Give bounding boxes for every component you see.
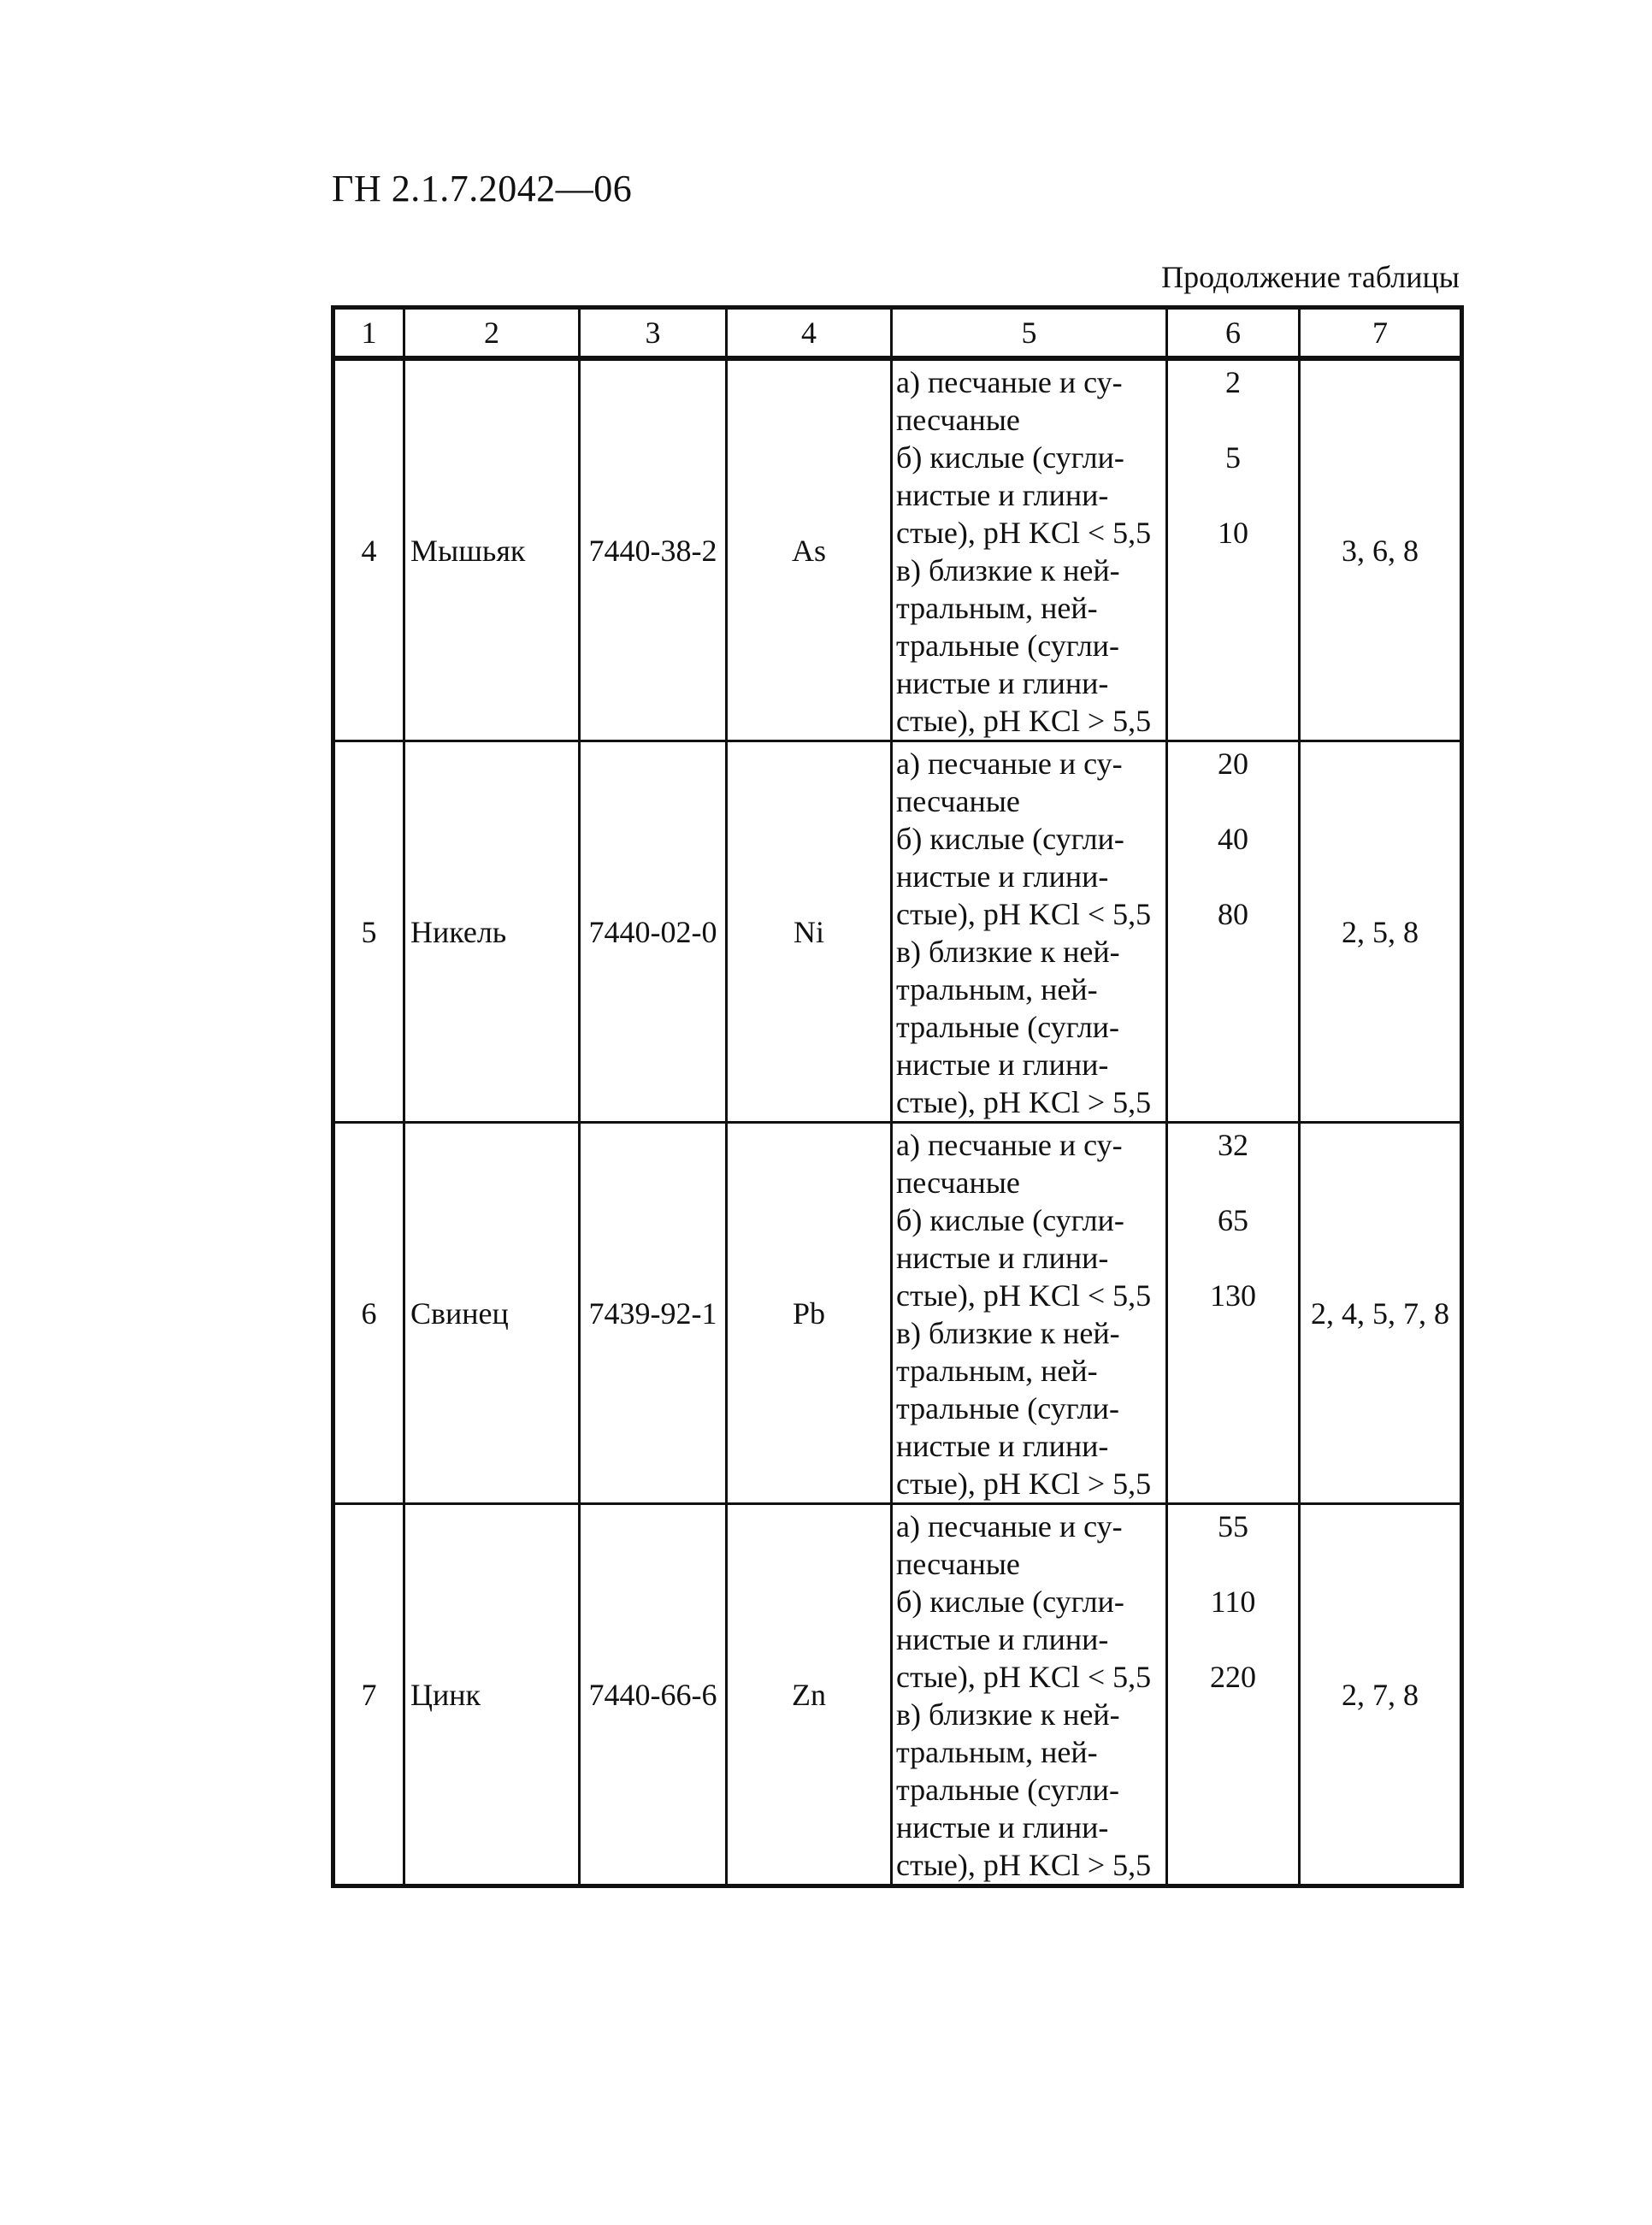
cas-number: 7440-38-2: [580, 358, 727, 741]
soil-type-b: б) кислые (сугли- нистые и глини- стые), pH KCl < 5,5: [896, 822, 1152, 931]
limit-values-cell: [1167, 741, 1300, 1123]
soil-type-a: а) песчаные и су- песчаные: [896, 1509, 1123, 1581]
reference-notes: 3, 6, 8: [1300, 358, 1462, 741]
limit-value-b: 110: [1210, 1585, 1256, 1619]
row-number: 6: [333, 1123, 404, 1504]
limit-values-cell: [1167, 1504, 1300, 1886]
soil-type-b: б) кислые (сугли- нистые и глини- стые), pH KCl < 5,5: [896, 1203, 1152, 1313]
limit-value-b: 65: [1218, 1203, 1248, 1237]
row-number: 7: [333, 1504, 404, 1886]
column-header: 6: [1167, 308, 1300, 359]
soil-type-a: а) песчаные и су- песчаные: [896, 1128, 1123, 1200]
substance-name: Цинк: [404, 1504, 580, 1886]
limit-values-cell: [1167, 358, 1300, 741]
chemical-symbol: Ni: [727, 741, 892, 1123]
column-header: 7: [1300, 308, 1462, 359]
table-row: [333, 741, 1462, 1123]
soil-type-c: в) близкие к ней- тральным, ней- тральные (сугли- нистые и глини- стые), pH KCl > 5,5: [896, 935, 1152, 1119]
row-number: 5: [333, 741, 404, 1123]
soil-type-c: в) близкие к ней- тральным, ней- тральные (сугли- нистые и глини- стые), pH KCl > 5,5: [896, 1316, 1152, 1501]
limit-value-a: 2: [1225, 365, 1241, 399]
column-header: 2: [404, 308, 580, 359]
limit-value-b: 5: [1225, 440, 1241, 475]
column-header: 4: [727, 308, 892, 359]
limit-value-a: 20: [1218, 747, 1248, 781]
soil-type-b: б) кислые (сугли- нистые и глини- стые), pH KCl < 5,5: [896, 1585, 1152, 1694]
limit-value-c: 80: [1218, 897, 1248, 931]
limit-value-c: 220: [1210, 1660, 1256, 1694]
reference-notes: 2, 7, 8: [1300, 1504, 1462, 1886]
soil-type-cell: [892, 741, 1167, 1123]
soil-type-a: а) песчаные и су- песчаные: [896, 747, 1123, 818]
soil-type-c: в) близкие к ней- тральным, ней- тральные (сугли- нистые и глини- стые), pH KCl > 5,5: [896, 1697, 1152, 1882]
column-header: 3: [580, 308, 727, 359]
row-number: 4: [333, 358, 404, 741]
substance-name: Мышьяк: [404, 358, 580, 741]
chemical-symbol: Pb: [727, 1123, 892, 1504]
table-row: [333, 1504, 1462, 1886]
substance-name: Никель: [404, 741, 580, 1123]
limit-value-b: 40: [1218, 822, 1248, 856]
continuation-label: Продолжение таблицы: [1161, 260, 1460, 294]
soil-type-c: в) близкие к ней- тральным, ней- тральные (сугли- нистые и глини- стые), pH KCl > 5,5: [896, 553, 1152, 738]
document-code: ГН 2.1.7.2042—06: [332, 168, 633, 210]
cas-number: 7440-02-0: [580, 741, 727, 1123]
reference-notes: 2, 5, 8: [1300, 741, 1462, 1123]
chemical-symbol: Zn: [727, 1504, 892, 1886]
reference-notes: 2, 4, 5, 7, 8: [1300, 1123, 1462, 1504]
soil-type-cell: [892, 358, 1167, 741]
limit-value-a: 55: [1218, 1509, 1248, 1543]
soil-type-a: а) песчаные и су- песчаные: [896, 365, 1123, 437]
chemical-symbol: As: [727, 358, 892, 741]
limit-value-a: 32: [1218, 1128, 1248, 1162]
cas-number: 7439-92-1: [580, 1123, 727, 1504]
limit-value-c: 130: [1210, 1278, 1256, 1313]
limit-values-cell: [1167, 1123, 1300, 1504]
soil-type-cell: [892, 1504, 1167, 1886]
substances-table: [331, 305, 1464, 1888]
soil-type-b: б) кислые (сугли- нистые и глини- стые), pH KCl < 5,5: [896, 440, 1152, 550]
column-header: 5: [892, 308, 1167, 359]
table-row: [333, 358, 1462, 741]
cas-number: 7440-66-6: [580, 1504, 727, 1886]
soil-type-cell: [892, 1123, 1167, 1504]
table-row: [333, 1123, 1462, 1504]
column-header: 1: [333, 308, 404, 359]
substance-name: Свинец: [404, 1123, 580, 1504]
limit-value-c: 10: [1218, 516, 1248, 550]
table-header-row: [333, 308, 1462, 359]
